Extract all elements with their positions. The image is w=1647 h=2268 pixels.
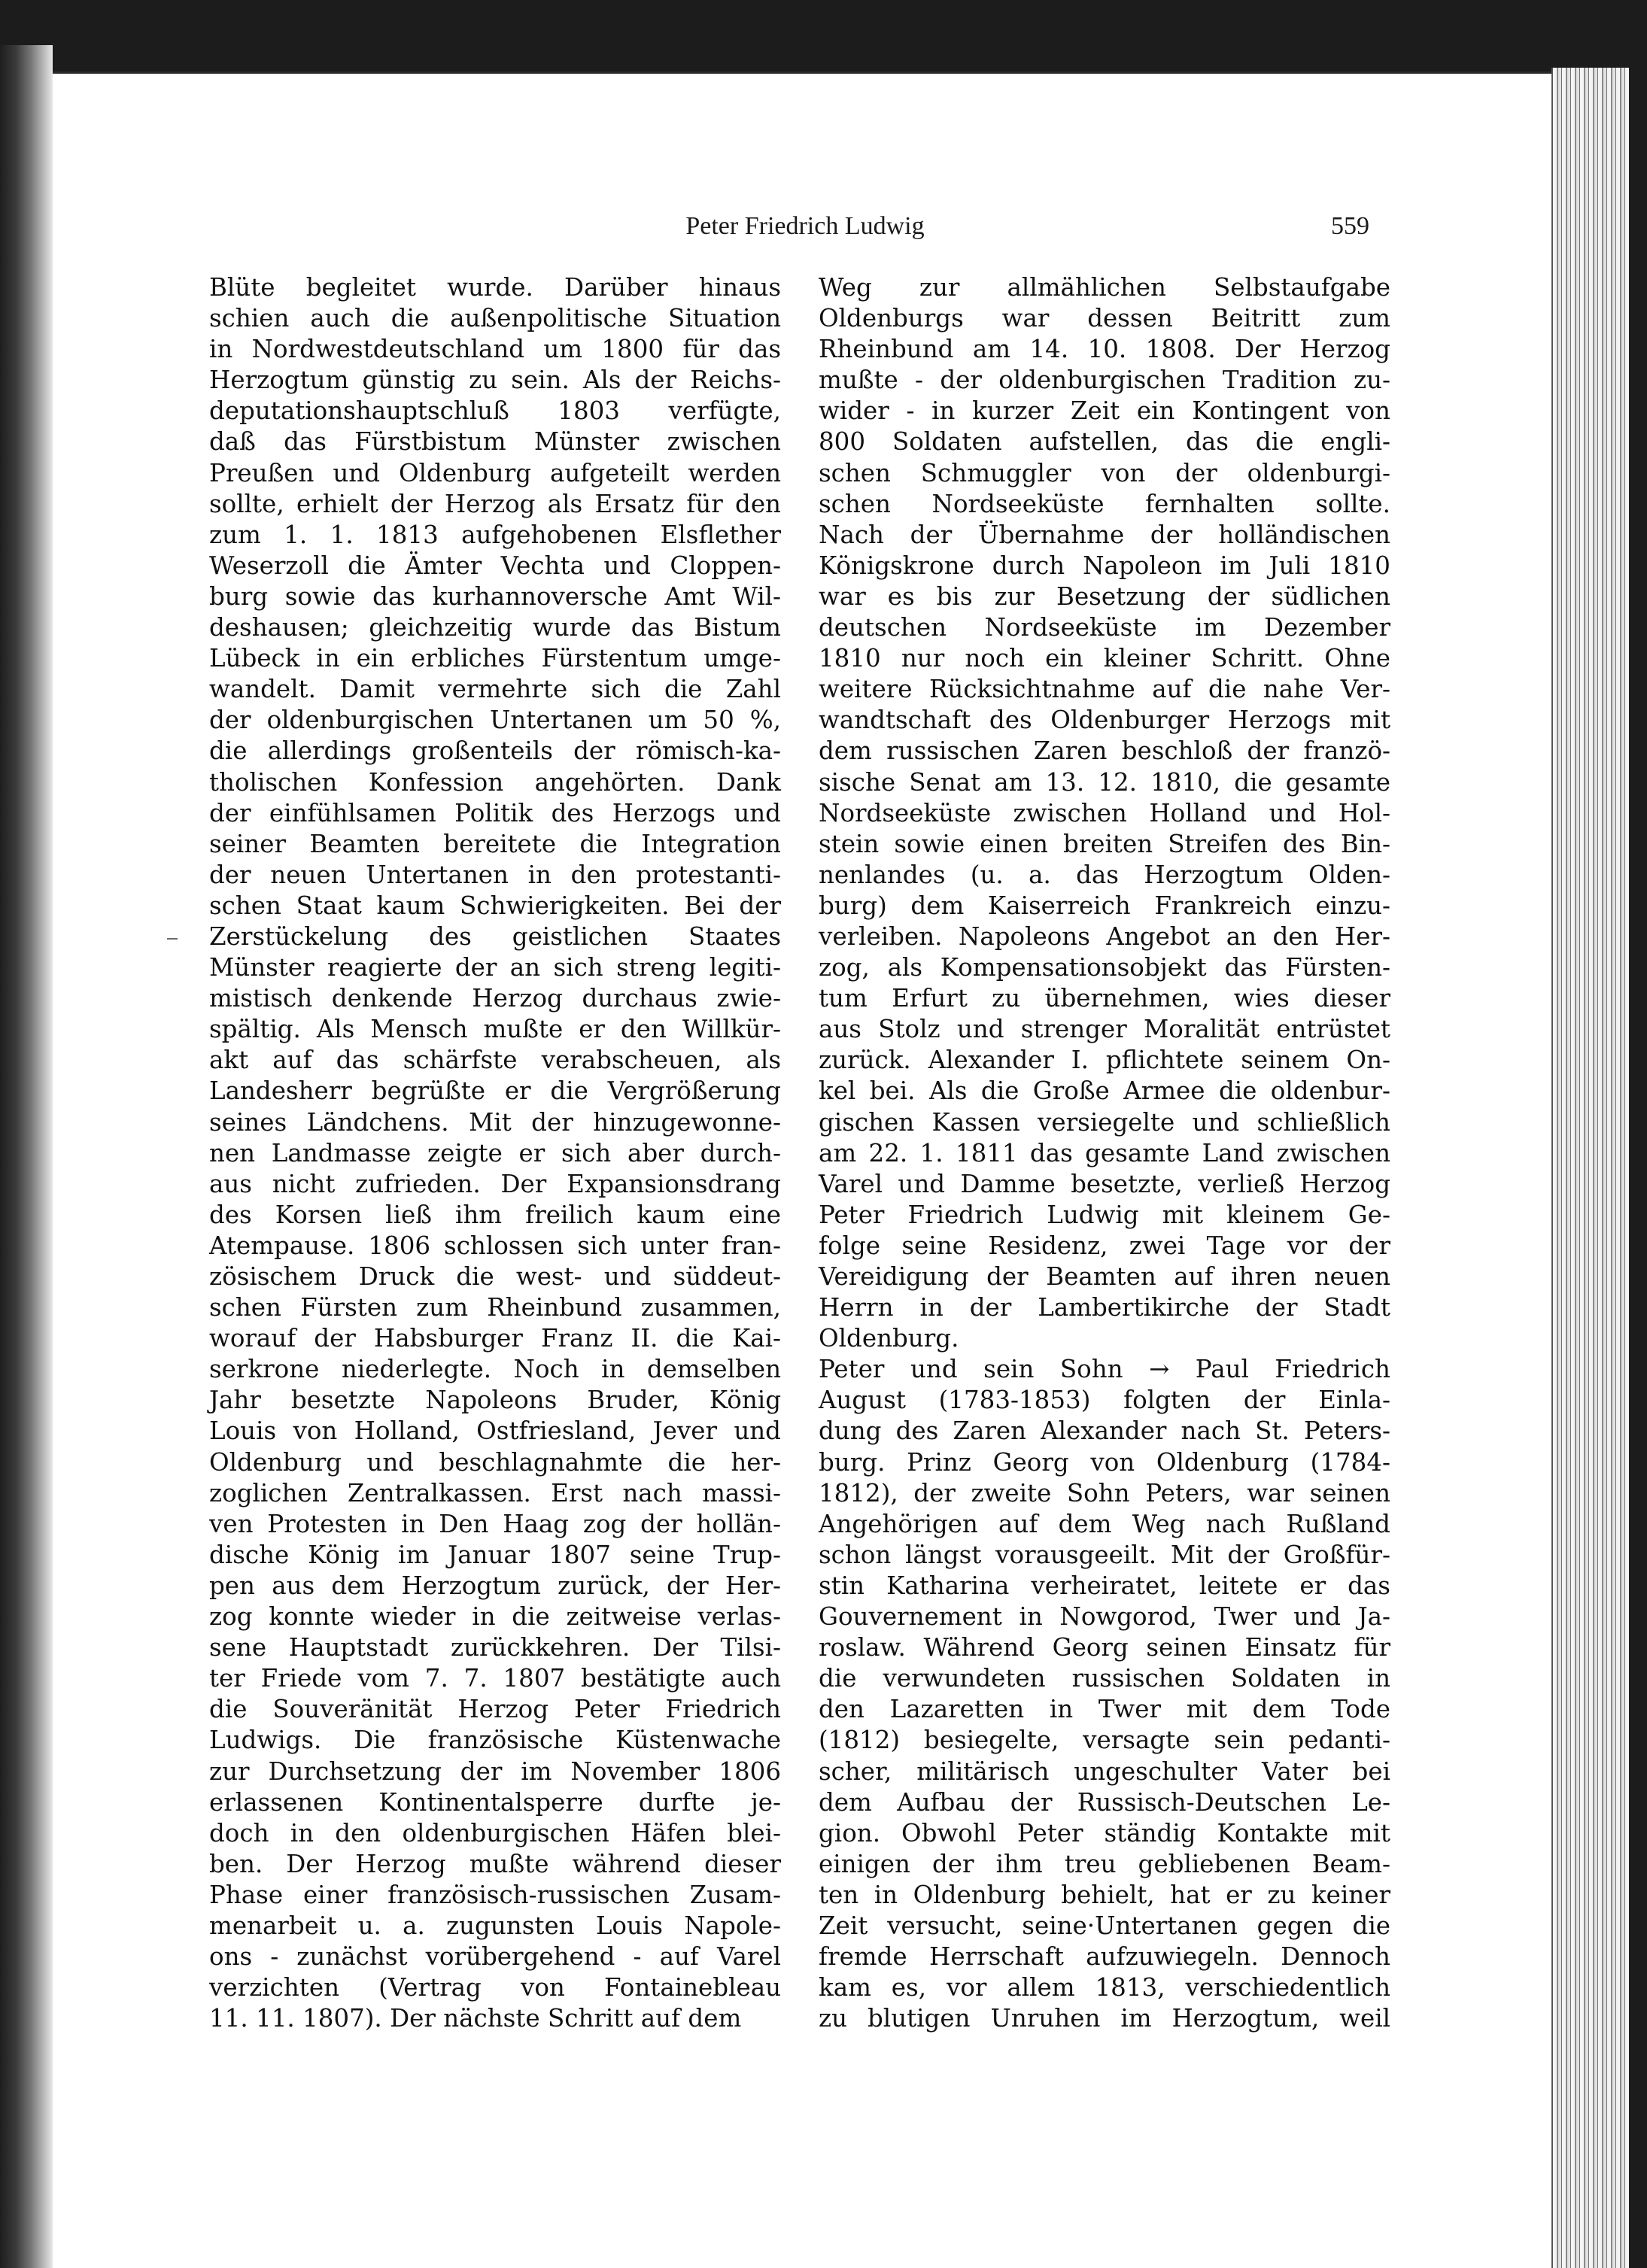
text-line: einigen der ihm treu gebliebenen Beam- bbox=[819, 1849, 1390, 1878]
scanner-frame-right bbox=[1629, 0, 1647, 2268]
text-line: Atempause. 1806 schlossen sich unter fran- bbox=[209, 1231, 781, 1260]
text-line: gischen Kassen versiegelte und schließlich bbox=[819, 1107, 1390, 1137]
text-line: schon längst vorausgeeilt. Mit der Großfür- bbox=[819, 1540, 1390, 1569]
text-line: Herrn in der Lambertikirche der Stadt bbox=[819, 1293, 1390, 1322]
text-line: erlassenen Kontinentalsperre durfte je- bbox=[209, 1787, 781, 1817]
text-line: die Souveränität Herzog Peter Friedrich bbox=[209, 1695, 781, 1724]
text-line: scher, militärisch ungeschulter Vater bei bbox=[819, 1756, 1390, 1786]
text-line: die allerdings großenteils der römisch-ka- bbox=[209, 736, 781, 766]
text-line: ten in Oldenburg behielt, hat er zu keiner bbox=[819, 1880, 1390, 1909]
text-line: Zerstückelung des geistlichen Staates bbox=[209, 921, 781, 951]
text-line: aus nicht zufrieden. Der Expansionsdrang bbox=[209, 1169, 781, 1198]
text-line: akt auf das schärfste verabscheuen, als bbox=[209, 1046, 781, 1075]
page-edges bbox=[1551, 68, 1630, 2268]
text-line: nenlandes (u. a. das Herzogtum Olden- bbox=[819, 860, 1390, 889]
text-line: Königskrone durch Napoleon im Juli 1810 bbox=[819, 551, 1390, 580]
text-line: Nach der Übernahme der holländischen bbox=[819, 520, 1390, 549]
text-line: in Nordwestdeutschland um 1800 für das bbox=[209, 335, 781, 364]
text-line: zum 1. 1. 1813 aufgehobenen Elsflether bbox=[209, 520, 781, 549]
page-number: 559 bbox=[1331, 212, 1369, 240]
text-line: 1810 nur noch ein kleiner Schritt. Ohne bbox=[819, 644, 1390, 673]
text-line: Louis von Holland, Ostfriesland, Jever und bbox=[209, 1416, 781, 1446]
text-line: Oldenburgs war dessen Beitritt zum bbox=[819, 304, 1390, 333]
text-line: Oldenburg. bbox=[819, 1324, 959, 1353]
text-line: August (1783-1853) folgten der Einla- bbox=[819, 1386, 1390, 1415]
text-line: zog, als Kompensationsobjekt das Fürsten- bbox=[819, 953, 1390, 982]
text-line: mistisch denkende Herzog durchaus zwie- bbox=[209, 984, 781, 1013]
text-line: am 22. 1. 1811 das gesamte Land zwischen bbox=[819, 1138, 1390, 1167]
text-line: daß das Fürstbistum Münster zwischen bbox=[209, 427, 781, 457]
running-header-title: Peter Friedrich Ludwig bbox=[685, 212, 925, 240]
text-line: Vereidigung der Beamten auf ihren neuen bbox=[819, 1262, 1390, 1291]
text-line: pen aus dem Herzogtum zurück, der Her- bbox=[209, 1571, 781, 1600]
text-column-right bbox=[819, 272, 1390, 2034]
text-line: Peter Friedrich Ludwig mit kleinem Ge- bbox=[819, 1200, 1390, 1229]
text-line: zu blutigen Unruhen im Herzogtum, weil bbox=[819, 2004, 1390, 2033]
text-line: Varel und Damme besetzte, verließ Herzog bbox=[819, 1169, 1390, 1198]
text-line: fremde Herrschaft aufzuwiegeln. Dennoch bbox=[819, 1942, 1390, 1972]
text-line: nen Landmasse zeigte er sich aber durch- bbox=[209, 1138, 781, 1167]
text-line: war es bis zur Besetzung der südlichen bbox=[819, 581, 1390, 611]
text-line: dem Aufbau der Russisch-Deutschen Le- bbox=[819, 1787, 1390, 1817]
text-line: Phase einer französisch-russischen Zusam- bbox=[209, 1880, 781, 1909]
text-line: den Lazaretten in Twer mit dem Tode bbox=[819, 1695, 1390, 1724]
text-line: Weserzoll die Ämter Vechta und Cloppen- bbox=[209, 551, 781, 580]
text-line: sische Senat am 13. 12. 1810, die gesamte bbox=[819, 767, 1390, 797]
text-line: Rheinbund am 14. 10. 1808. Der Herzog bbox=[819, 335, 1390, 364]
text-line: burg) dem Kaiserreich Frankreich einzu- bbox=[819, 891, 1390, 920]
text-line: ons - zunächst vorübergehend - auf Varel bbox=[209, 1942, 781, 1972]
text-line: doch in den oldenburgischen Häfen blei- bbox=[209, 1818, 781, 1847]
text-line: wandelt. Damit vermehrte sich die Zahl bbox=[209, 675, 781, 704]
text-line: Gouvernement in Nowgorod, Twer und Ja- bbox=[819, 1602, 1390, 1632]
text-line: der einfühlsamen Politik des Herzogs und bbox=[209, 798, 781, 827]
text-line: 1812), der zweite Sohn Peters, war seinen bbox=[819, 1478, 1390, 1507]
text-line: ben. Der Herzog mußte während dieser bbox=[209, 1849, 781, 1878]
text-line: stin Katharina verheiratet, leitete er das bbox=[819, 1571, 1390, 1600]
text-line: schien auch die außenpolitische Situation bbox=[209, 304, 781, 333]
text-line: des Korsen ließ ihm freilich kaum eine bbox=[209, 1200, 781, 1229]
text-column-left bbox=[209, 272, 781, 2034]
text-line: wider - in kurzer Zeit ein Kontingent von bbox=[819, 396, 1390, 426]
text-line: schen Nordseeküste fernhalten sollte. bbox=[819, 489, 1390, 518]
text-line: die verwundeten russischen Soldaten in bbox=[819, 1664, 1390, 1693]
text-line: roslaw. Während Georg seinen Einsatz für bbox=[819, 1633, 1390, 1662]
text-line: sollte, erhielt der Herzog als Ersatz für den bbox=[209, 489, 781, 518]
text-line: Oldenburg und beschlagnahmte die her- bbox=[209, 1447, 781, 1477]
text-line: Lübeck in ein erbliches Fürstentum umge- bbox=[209, 644, 781, 673]
text-line: stein sowie einen breiten Streifen des Bin- bbox=[819, 829, 1390, 858]
text-line: Weg zur allmählichen Selbstaufgabe bbox=[819, 273, 1390, 302]
text-line: deshausen; gleichzeitig wurde das Bistum bbox=[209, 613, 781, 642]
text-line: Nordseeküste zwischen Holland und Hol- bbox=[819, 798, 1390, 827]
text-line: dung des Zaren Alexander nach St. Peters- bbox=[819, 1416, 1390, 1446]
text-line: der neuen Untertanen in den protestanti- bbox=[209, 860, 781, 889]
text-line: verleiben. Napoleons Angebot an den Her- bbox=[819, 921, 1390, 951]
text-line: Zeit versucht, seine·Untertanen gegen die bbox=[819, 1911, 1390, 1940]
text-line: zoglichen Zentralkassen. Erst nach massi- bbox=[209, 1478, 781, 1507]
text-line: ven Protesten in Den Haag zog der hollän- bbox=[209, 1509, 781, 1538]
text-line: tholischen Konfession angehörten. Dank bbox=[209, 767, 781, 797]
text-line: mußte - der oldenburgischen Tradition zu- bbox=[819, 366, 1390, 395]
text-line: zösischem Druck die west- und süddeut- bbox=[209, 1262, 781, 1291]
text-line: gion. Obwohl Peter ständig Kontakte mit bbox=[819, 1818, 1390, 1847]
text-line: deutschen Nordseeküste im Dezember bbox=[819, 613, 1390, 642]
text-line: kel bei. Als die Große Armee die oldenbur- bbox=[819, 1076, 1390, 1106]
text-line: weitere Rücksichtnahme auf die nahe Ver- bbox=[819, 675, 1390, 704]
text-line: 800 Soldaten aufstellen, das die engli- bbox=[819, 427, 1390, 457]
text-line: (1812) besiegelte, versagte sein pedanti- bbox=[819, 1726, 1390, 1755]
text-line: sene Hauptstadt zurückkehren. Der Tilsi- bbox=[209, 1633, 781, 1662]
text-line: Blüte begleitet wurde. Darüber hinaus bbox=[209, 273, 781, 302]
text-line: spältig. Als Mensch mußte er den Willkür- bbox=[209, 1015, 781, 1044]
text-line: kam es, vor allem 1813, verschiedentlich bbox=[819, 1973, 1390, 2002]
text-line: zurück. Alexander I. pflichtete seinem On- bbox=[819, 1046, 1390, 1075]
text-line: dische König im Januar 1807 seine Trup- bbox=[209, 1540, 781, 1569]
text-line: tum Erfurt zu übernehmen, wies dieser bbox=[819, 984, 1390, 1013]
text-line: dem russischen Zaren beschloß der franzö- bbox=[819, 736, 1390, 766]
text-line: der oldenburgischen Untertanen um 50 %, bbox=[209, 706, 781, 735]
text-line: aus Stolz und strenger Moralität entrüstet bbox=[819, 1015, 1390, 1044]
text-line: verzichten (Vertrag von Fontainebleau bbox=[209, 1973, 781, 2002]
margin-mark bbox=[167, 938, 178, 940]
scanner-frame-top bbox=[0, 0, 1647, 71]
text-line: serkrone niederlegte. Noch in demselben bbox=[209, 1355, 781, 1384]
text-line: schen Staat kaum Schwierigkeiten. Bei der bbox=[209, 891, 781, 920]
text-line: wandtschaft des Oldenburger Herzogs mit bbox=[819, 706, 1390, 735]
text-line: Münster reagierte der an sich streng legiti- bbox=[209, 953, 781, 982]
text-line: Peter und sein Sohn → Paul Friedrich bbox=[819, 1355, 1390, 1384]
text-line: folge seine Residenz, zwei Tage vor der bbox=[819, 1231, 1390, 1260]
text-line: schen Schmuggler von der oldenburgi- bbox=[819, 458, 1390, 487]
book-spine-shadow bbox=[0, 45, 53, 2268]
text-line: schen Fürsten zum Rheinbund zusammen, bbox=[209, 1293, 781, 1322]
text-line: burg. Prinz Georg von Oldenburg (1784- bbox=[819, 1447, 1390, 1477]
text-line: deputationshauptschluß 1803 verfügte, bbox=[209, 396, 781, 426]
text-line: zur Durchsetzung der im November 1806 bbox=[209, 1756, 781, 1786]
text-line: Jahr besetzte Napoleons Bruder, König bbox=[209, 1386, 781, 1415]
text-line: Landesherr begrüßte er die Vergrößerung bbox=[209, 1076, 781, 1106]
text-line: menarbeit u. a. zugunsten Louis Napole- bbox=[209, 1911, 781, 1940]
text-line: worauf der Habsburger Franz II. die Kai- bbox=[209, 1324, 781, 1353]
text-line: zog konnte wieder in die zeitweise verlas- bbox=[209, 1602, 781, 1632]
text-line: ter Friede vom 7. 7. 1807 bestätigte auch bbox=[209, 1664, 781, 1693]
text-line: Preußen und Oldenburg aufgeteilt werden bbox=[209, 458, 781, 487]
text-line: Angehörigen auf dem Weg nach Rußland bbox=[819, 1509, 1390, 1538]
text-line: seiner Beamten bereitete die Integration bbox=[209, 829, 781, 858]
text-line: 11. 11. 1807). Der nächste Schritt auf dem bbox=[209, 2004, 742, 2033]
text-line: seines Ländchens. Mit der hinzugewonne- bbox=[209, 1107, 781, 1137]
text-line: burg sowie das kurhannoversche Amt Wil- bbox=[209, 581, 781, 611]
text-line: Ludwigs. Die französische Küstenwache bbox=[209, 1726, 781, 1755]
text-line: Herzogtum günstig zu sein. Als der Reichs- bbox=[209, 366, 781, 395]
